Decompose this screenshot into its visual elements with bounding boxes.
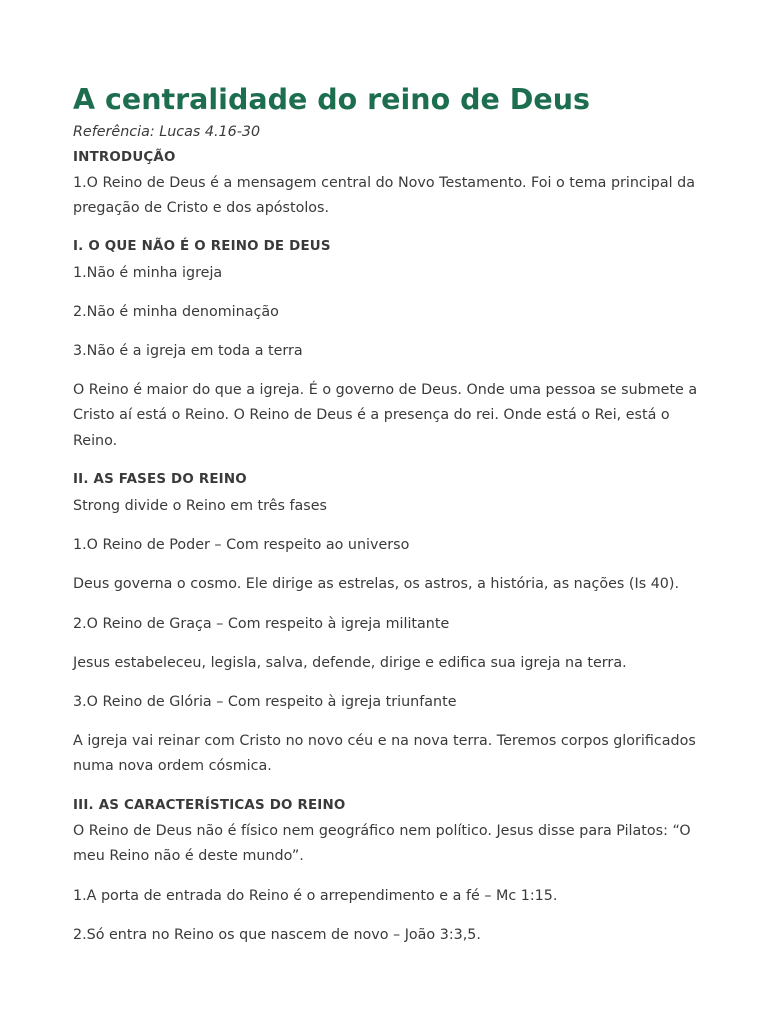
section1-item-3: 3.Não é a igreja em toda a terra xyxy=(73,343,303,359)
intro-paragraph: 1.O Reino de Deus é a mensagem central do Novo Testamento. Foi o tema principal da pregação de Cristo e dos apóstolos. xyxy=(73,175,695,217)
section1-paragraph: O Reino é maior do que a igreja. É o governo de Deus. Onde uma pessoa se submete a Cristo aí está o Reino. O Reino de Deus é a presença do rei. Onde está o Rei, está o Reino. xyxy=(73,382,698,449)
section1-item-1: 1.Não é minha igreja xyxy=(73,265,223,281)
scripture-reference: Referência: Lucas 4.16-30 xyxy=(73,124,261,140)
section3-intro: O Reino de Deus não é físico nem geográfico nem político. Jesus disse para Pilatos: “O meu Reino não é deste mundo”. xyxy=(73,823,691,865)
section3-item-1: 1.A porta de entrada do Reino é o arrependimento e a fé – Mc 1:15. xyxy=(73,888,558,904)
section3-heading: III. AS CARACTERÍSTICAS DO REINO xyxy=(73,798,346,813)
phase3-title: 3.O Reino de Glória – Com respeito à igreja triunfante xyxy=(73,694,457,710)
section3-item-2: 2.Só entra no Reino os que nascem de novo – João 3:3,5. xyxy=(73,927,481,943)
section1-heading: I. O QUE NÃO É O REINO DE DEUS xyxy=(73,239,331,254)
section2-heading: II. AS FASES DO REINO xyxy=(73,472,247,487)
phase1-title: 1.O Reino de Poder – Com respeito ao universo xyxy=(73,537,410,553)
phase2-text: Jesus estabeleceu, legisla, salva, defende, dirige e edifica sua igreja na terra. xyxy=(73,655,627,671)
phase1-text: Deus governa o cosmo. Ele dirige as estrelas, os astros, a história, as nações (Is 40). xyxy=(73,576,680,592)
intro-heading: INTRODUÇÃO xyxy=(73,150,176,165)
page-title: A centralidade do reino de Deus xyxy=(73,83,590,116)
section2-intro: Strong divide o Reino em três fases xyxy=(73,498,327,514)
section1-item-2: 2.Não é minha denominação xyxy=(73,304,279,320)
phase2-title: 2.O Reino de Graça – Com respeito à igreja militante xyxy=(73,616,450,632)
phase3-text: A igreja vai reinar com Cristo no novo céu e na nova terra. Teremos corpos glorificados numa nova ordem cósmica. xyxy=(73,733,696,775)
